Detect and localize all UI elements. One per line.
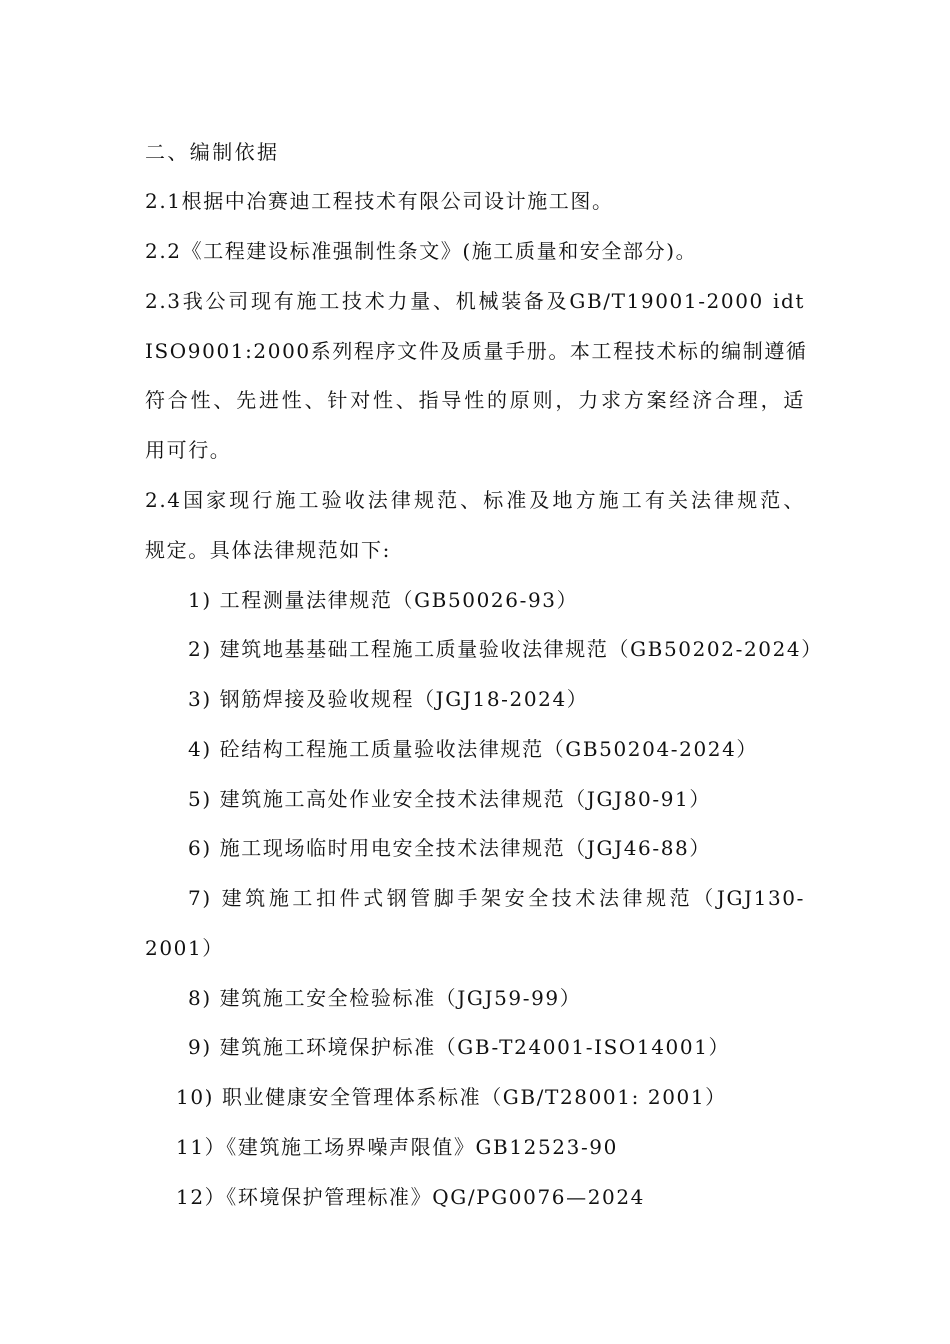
list-item-11: 11）《建筑施工场界噪声限值》GB12523-90 <box>176 1135 618 1159</box>
list-item-2: 2) 建筑地基基础工程施工质量验收法律规范（GB50202-2024） <box>188 637 823 661</box>
paragraph-2-3-line-1: 2.3我公司现有施工技术力量、机械装备及GB/T19001-2000 idt <box>145 289 805 313</box>
paragraph-2-2: 2.2《工程建设标准强制性条文》(施工质量和安全部分)。 <box>145 239 698 263</box>
list-item-9: 9) 建筑施工环境保护标准（GB-T24001-ISO14001） <box>188 1035 731 1059</box>
list-item-5: 5) 建筑施工高处作业安全技术法律规范（JGJ80-91） <box>188 787 711 811</box>
section-heading: 二、编制依据 <box>145 140 280 164</box>
list-item-7-continuation: 2001） <box>145 936 224 960</box>
paragraph-2-1: 2.1根据中冶赛迪工程技术有限公司设计施工图。 <box>145 189 614 213</box>
paragraph-2-3-line-2: ISO9001:2000系列程序文件及质量手册。本工程技术标的编制遵循 <box>145 339 808 363</box>
list-item-6: 6) 施工现场临时用电安全技术法律规范（JGJ46-88） <box>188 836 711 860</box>
list-item-12: 12）《环境保护管理标准》QG/PG0076—2024 <box>176 1185 645 1209</box>
list-item-3: 3) 钢筋焊接及验收规程（JGJ18-2024） <box>188 687 589 711</box>
paragraph-2-3-line-3: 符合性、先进性、针对性、指导性的原则，力求方案经济合理，适 <box>145 388 805 412</box>
paragraph-2-4-line-1: 2.4国家现行施工验收法律规范、标准及地方施工有关法律规范、 <box>145 488 805 512</box>
list-item-7: 7) 建筑施工扣件式钢管脚手架安全技术法律规范（JGJ130- <box>188 886 805 910</box>
list-item-1: 1) 工程测量法律规范（GB50026-93） <box>188 588 579 612</box>
list-item-10: 10) 职业健康安全管理体系标准（GB/T28001: 2001） <box>176 1085 727 1109</box>
list-item-4: 4) 砼结构工程施工质量验收法律规范（GB50204-2024） <box>188 737 759 761</box>
paragraph-2-3-line-4: 用可行。 <box>145 438 232 462</box>
paragraph-2-4-line-2: 规定。具体法律规范如下: <box>145 538 391 562</box>
list-item-8: 8) 建筑施工安全检验标准（JGJ59-99） <box>188 986 582 1010</box>
